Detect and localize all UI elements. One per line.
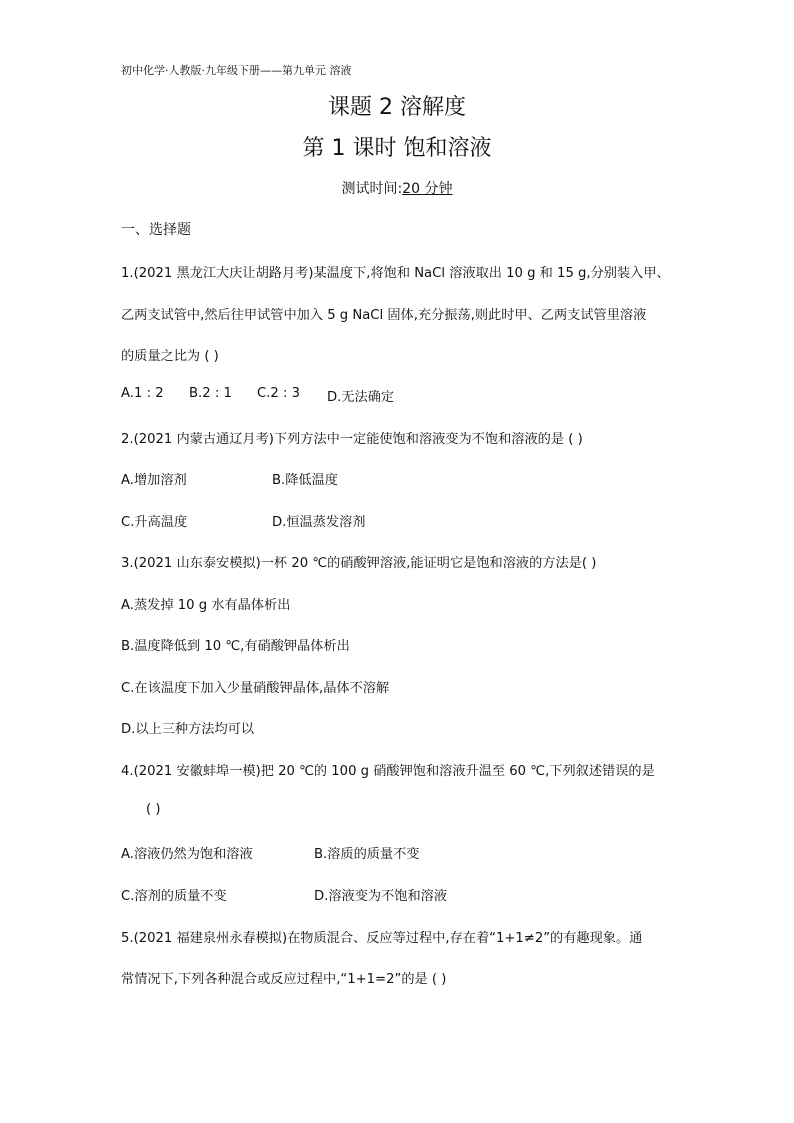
question-4-option-c: C.溶剂的质量不变 bbox=[121, 889, 227, 904]
section-heading: 一、选择题 bbox=[121, 222, 191, 238]
test-time-label: 测试时间: bbox=[341, 181, 403, 197]
question-1-line-2: 乙两支试管中,然后往甲试管中加入 5 g NaCl 固体,充分振荡,则此时甲、乙两支试管里溶液 bbox=[121, 308, 647, 323]
period-title: 第 1 课时 饱和溶液 bbox=[302, 136, 492, 161]
question-3-option-a: A.蒸发掉 10 g 水有晶体析出 bbox=[121, 598, 291, 613]
question-5-line-1: 5.(2021 福建泉州永春模拟)在物质混合、反应等过程中,存在着“1+1≠2”的有趣现象。通 bbox=[121, 931, 643, 946]
question-2-line-1: 2.(2021 内蒙古通辽月考)下列方法中一定能使饱和溶液变为不饱和溶液的是 ( ) bbox=[121, 432, 583, 447]
question-3-option-d: D.以上三种方法均可以 bbox=[121, 722, 255, 737]
question-4-option-b: B.溶质的质量不变 bbox=[314, 847, 420, 862]
question-2-option-a: A.增加溶剂 bbox=[121, 473, 187, 488]
question-2-option-c: C.升高温度 bbox=[121, 515, 188, 530]
question-4-option-d: D.溶液变为不饱和溶液 bbox=[314, 889, 448, 904]
question-1-line-1: 1.(2021 黑龙江大庆让胡路月考)某温度下,将饱和 NaCl 溶液取出 10 g 和 15 g,分别装入甲、 bbox=[121, 266, 670, 281]
question-3-option-c: C.在该温度下加入少量硝酸钾晶体,晶体不溶解 bbox=[121, 681, 390, 696]
test-time bbox=[0, 178, 794, 198]
question-2-option-d: D.恒温蒸发溶剂 bbox=[272, 515, 366, 530]
question-1-line-3: 的质量之比为 ( ) bbox=[121, 349, 219, 364]
question-3-option-b: B.温度降低到 10 ℃,有硝酸钾晶体析出 bbox=[121, 639, 350, 654]
question-4-line-2: ( ) bbox=[146, 802, 161, 817]
question-1-option-c: C.2 : 3 bbox=[257, 386, 301, 401]
question-4-line-1: 4.(2021 安徽蚌埠一模)把 20 ℃的 100 g 硝酸钾饱和溶液升温至 60 ℃,下列叙述错误的是 bbox=[121, 764, 655, 779]
question-1-option-d: D.无法确定 bbox=[327, 390, 395, 405]
course-header: 初中化学·人教版·九年级下册——第九单元 溶液 bbox=[121, 64, 352, 77]
question-2-option-b: B.降低温度 bbox=[272, 473, 338, 488]
lesson-title: 课题 2 溶解度 bbox=[328, 95, 466, 120]
question-1-option-b: B.2 : 1 bbox=[189, 386, 232, 401]
question-3-line-1: 3.(2021 山东泰安模拟)一杯 20 ℃的硝酸钾溶液,能证明它是饱和溶液的方法是( ) bbox=[121, 556, 597, 571]
test-time-value: 20 分钟 bbox=[402, 181, 453, 197]
question-1-option-a: A.1 : 2 bbox=[121, 386, 164, 401]
question-5-line-2: 常情况下,下列各种混合或反应过程中,“1+1=2”的是 ( ) bbox=[121, 972, 447, 987]
question-4-option-a: A.溶液仍然为饱和溶液 bbox=[121, 847, 253, 862]
